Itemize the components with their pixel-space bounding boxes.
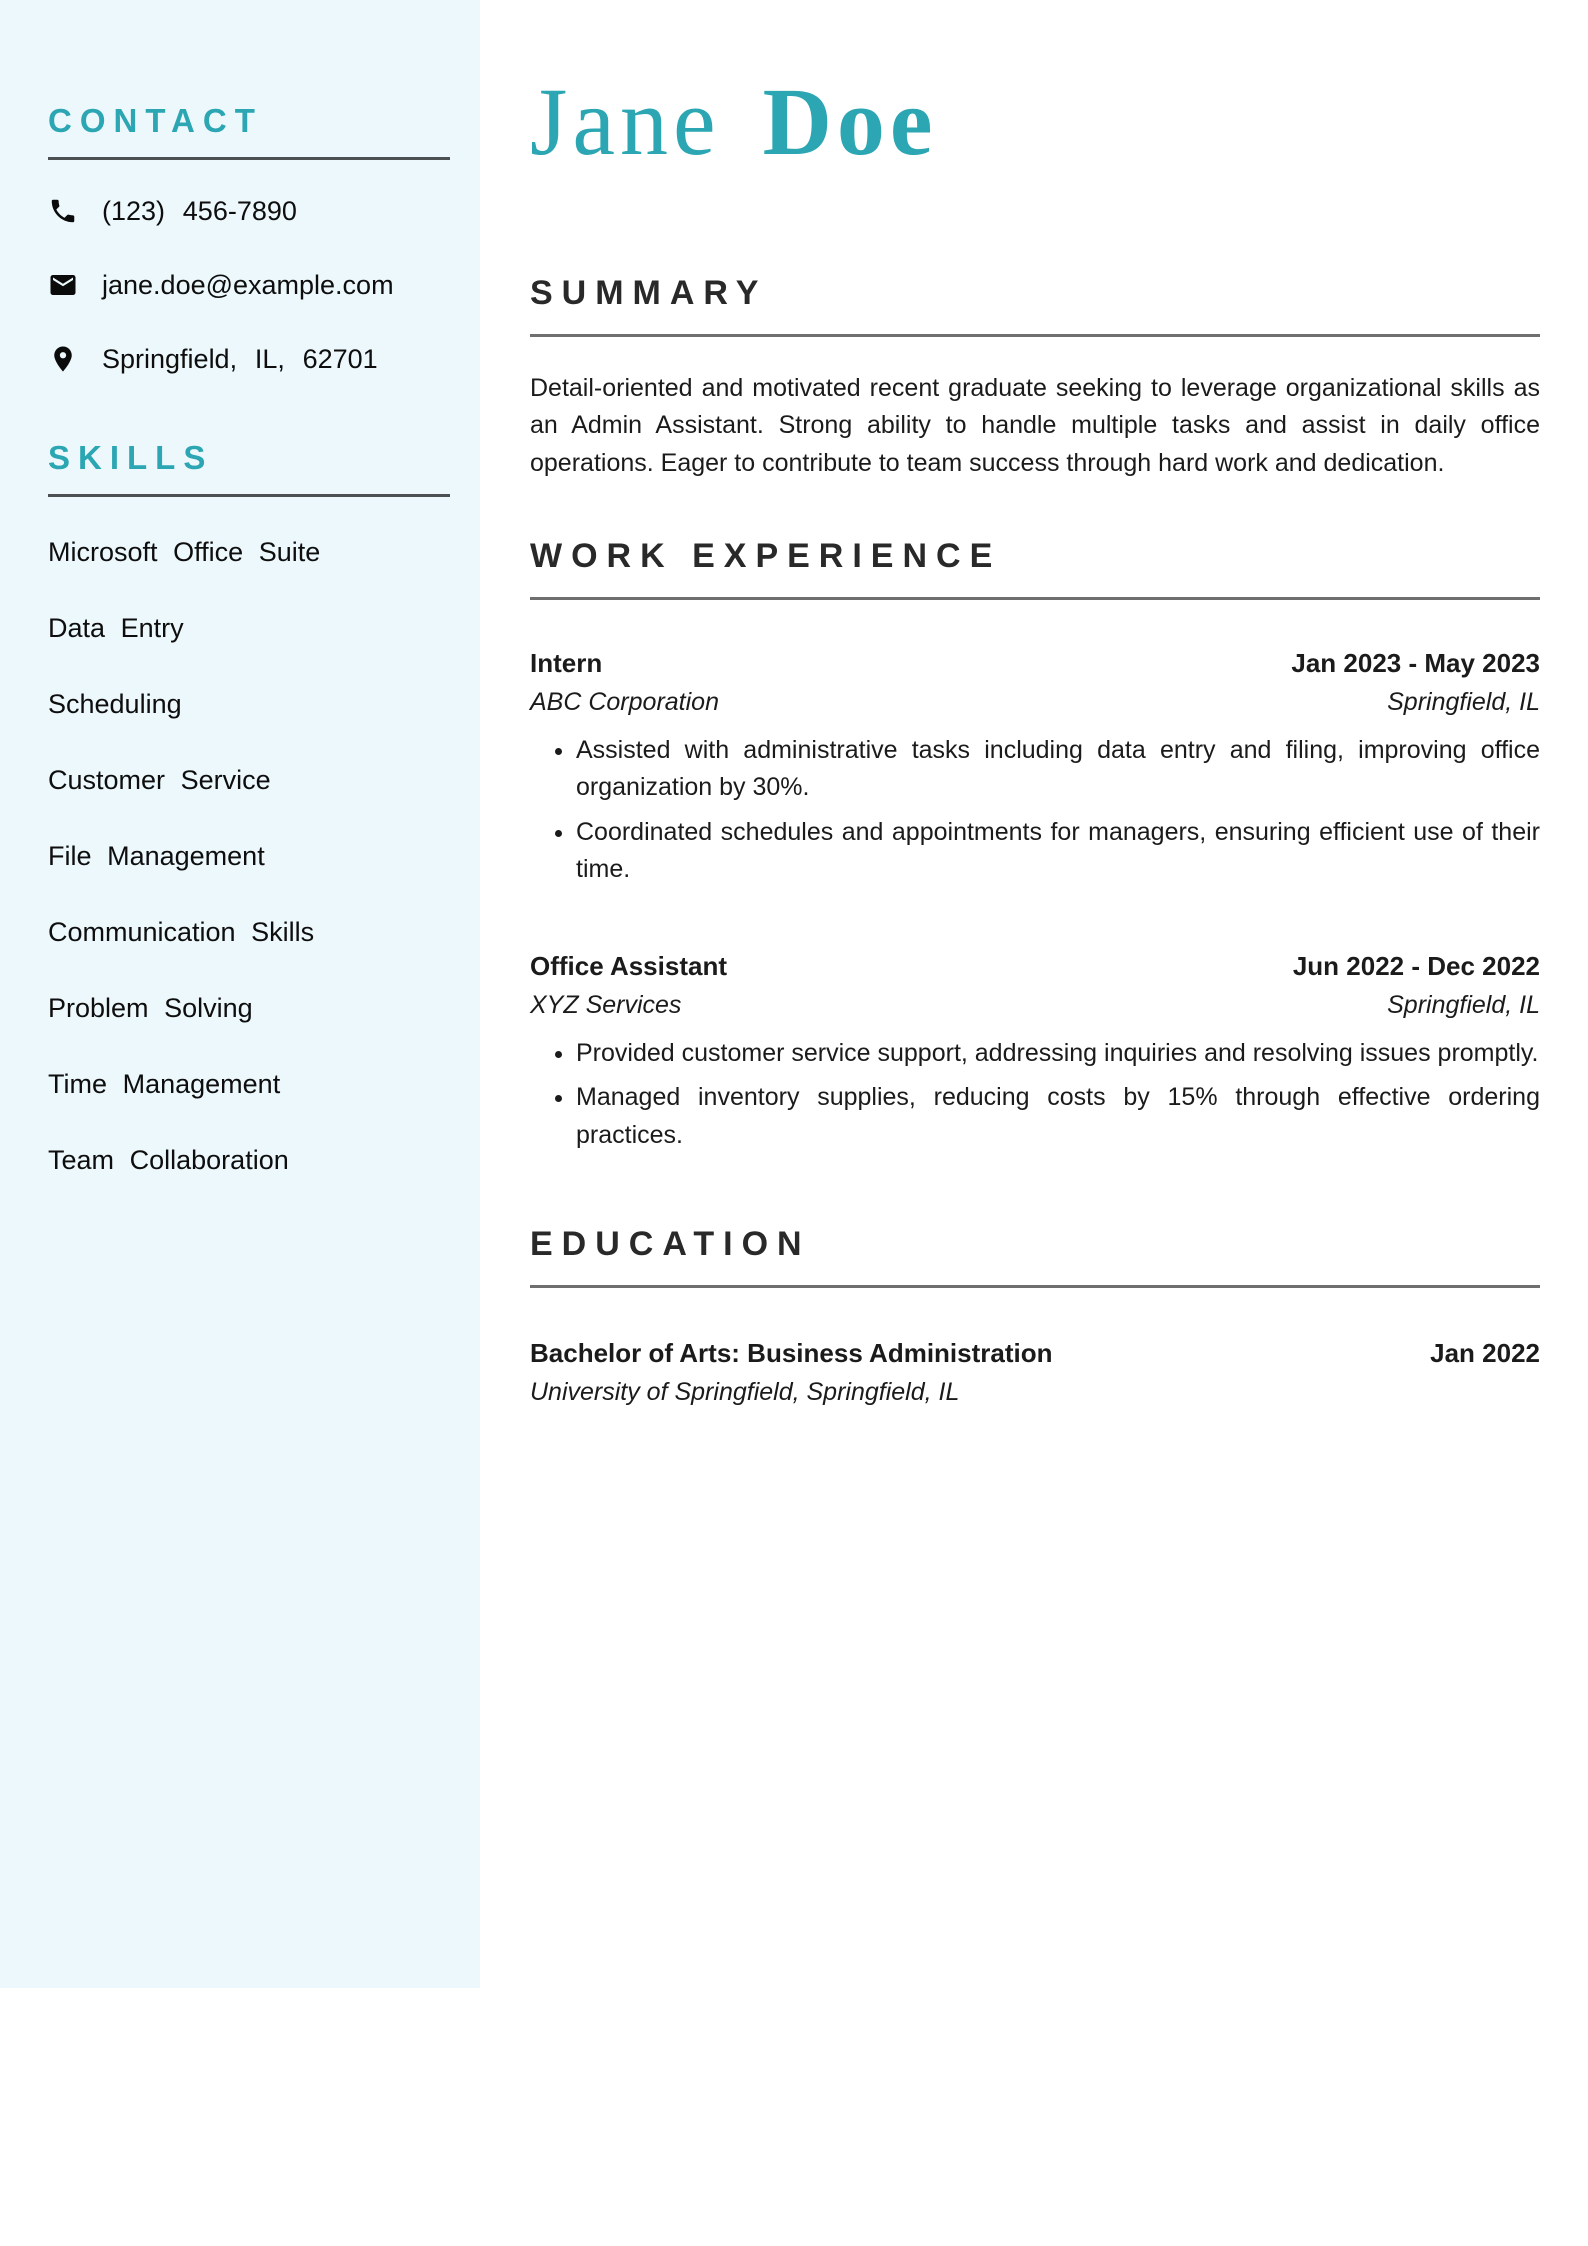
job-company-row	[530, 688, 1540, 717]
job-title: Intern	[530, 647, 603, 678]
work-experience-divider	[530, 597, 1540, 600]
job-dates: Jan 2023 - May 2023	[1291, 647, 1540, 678]
skill-item: Team Collaboration	[48, 1145, 289, 1176]
summary-divider	[530, 334, 1540, 337]
job-company: XYZ Services	[530, 990, 682, 1019]
summary-heading: SUMMARY	[530, 273, 768, 312]
contact-heading: CONTACT	[48, 102, 263, 139]
job-title-row	[530, 951, 1540, 982]
contact-section	[48, 102, 450, 375]
skill-item: Customer Service	[48, 765, 271, 796]
skills-heading: SKILLS	[48, 438, 214, 476]
skill-item: Problem Solving	[48, 993, 253, 1024]
education-divider	[530, 1285, 1540, 1288]
main-column	[530, 0, 1540, 1407]
skills-section	[48, 439, 450, 1176]
job-title: Office Assistant	[530, 950, 727, 981]
contact-item-email	[48, 270, 450, 301]
contact-email-text: jane.doe@example.com	[102, 269, 394, 300]
education-degree-row	[530, 1338, 1540, 1369]
job-entry	[530, 951, 1540, 1155]
job-company-row	[530, 991, 1540, 1020]
education-dates: Jan 2022	[1430, 1338, 1540, 1369]
work-experience-heading: WORK EXPERIENCE	[530, 537, 1002, 576]
contact-phone-text: (123) 456-7890	[102, 195, 297, 226]
candidate-last-name: Doe	[762, 68, 938, 175]
contact-item-location	[48, 344, 450, 375]
job-company: ABC Corporation	[530, 687, 719, 716]
phone-icon	[48, 196, 78, 226]
skill-item: Microsoft Office Suite	[48, 536, 321, 567]
sidebar	[0, 0, 480, 1988]
candidate-first-name: Jane	[530, 68, 721, 175]
education-school: University of Springfield, Springfield, IL	[530, 1378, 960, 1407]
job-bullet: • Coordinated schedules and appointments for managers, ensuring efficient use of their time.	[576, 814, 1540, 889]
job-bullet: • Provided customer service support, addressing inquiries and resolving issues promptly.	[576, 1035, 1540, 1073]
education-section	[530, 1224, 1540, 1407]
job-bullet-list	[530, 1035, 1540, 1155]
candidate-name	[530, 60, 1540, 185]
job-bullet-list	[530, 732, 1540, 889]
email-icon	[48, 270, 78, 300]
skill-item: Data Entry	[48, 612, 184, 643]
job-dates: Jun 2022 - Dec 2022	[1292, 950, 1540, 981]
job-title-row	[530, 648, 1540, 679]
job-entry	[530, 648, 1540, 889]
summary-section	[530, 273, 1540, 482]
contact-item-phone	[48, 196, 450, 227]
skill-item: Scheduling	[48, 688, 182, 719]
skill-item: File Management	[48, 841, 265, 872]
skills-list	[48, 537, 450, 1176]
skills-divider	[48, 494, 450, 497]
skill-item: Communication Skills	[48, 917, 315, 948]
job-bullet: • Assisted with administrative tasks including data entry and filing, improving office organization by 30%.	[576, 732, 1540, 807]
education-degree: Bachelor of Arts: Business Administration	[530, 1338, 1053, 1369]
job-location: Springfield, IL	[1387, 990, 1540, 1019]
education-heading: EDUCATION	[530, 1225, 811, 1264]
job-location: Springfield, IL	[1387, 687, 1540, 716]
location-icon	[48, 344, 78, 374]
summary-text: Detail-oriented and motivated recent graduate seeking to leverage organizational skills as an Admin Assistant. Strong ability to handle multiple tasks and assist in daily office operations. Eager to contribute to team success through hard work and dedication.	[530, 373, 1540, 477]
contact-location-text: Springfield, IL, 62701	[102, 343, 378, 374]
contact-list	[48, 196, 450, 375]
education-entry	[530, 1338, 1540, 1407]
work-experience-section	[530, 536, 1540, 1154]
job-bullet: • Managed inventory supplies, reducing costs by 15% through effective ordering practices.	[576, 1079, 1540, 1154]
skill-item: Time Management	[48, 1069, 281, 1100]
contact-divider	[48, 157, 450, 160]
